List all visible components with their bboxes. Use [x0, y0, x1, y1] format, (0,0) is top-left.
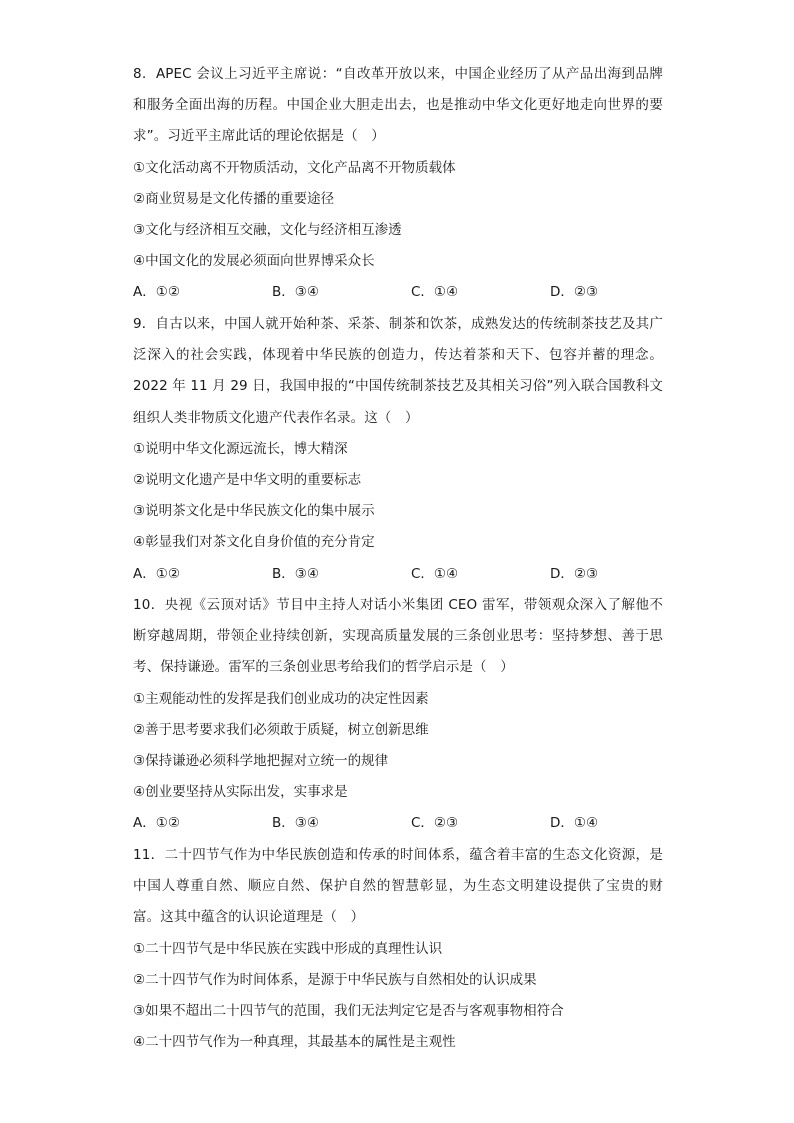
option-1: ①说明中华文化源远流长，博大精深	[133, 440, 348, 457]
option-3: ③文化与经济相互交融，文化与经济相互渗透	[133, 222, 402, 239]
choice-b: B．③④	[272, 815, 319, 832]
answer-choices	[133, 808, 663, 839]
choice-a: A．①②	[133, 815, 180, 832]
choice-a: A．①②	[133, 284, 180, 301]
choice-a: A．①②	[133, 565, 180, 582]
question-8	[133, 59, 663, 309]
question-stem: 8．APEC 会议上习近平主席说：“自改革开放以来，中国企业经历了从产品出海到品牌和服务全面出海的历程。中国企业大胆走出去，也是推动中华文化更好地走向世界的要求”。习近平主席此话的理论依据是（ ）	[133, 66, 663, 145]
option-2: ②商业贸易是文化传播的重要途径	[133, 190, 335, 207]
question-stem: 9．自古以来，中国人就开始种茶、采茶、制茶和饮茶，成熟发达的传统制茶技艺及其广泛深入的社会实践，体现着中华民族的创造力，传达着茶和天下、包容并蓄的理念。2022 年 11 月 29 日，我国申报的“中国传统制茶技艺及其相关习俗”列入联合国教科文组织人类非物质文化遗产代表作名录。这（ ）	[133, 316, 663, 426]
option-2: ②善于思考要求我们必须敢于质疑，树立创新思维	[133, 721, 429, 738]
option-4: ④二十四节气作为一种真理，其最基本的属性是主观性	[133, 1034, 456, 1051]
question-11	[133, 840, 663, 1058]
option-3: ③说明茶文化是中华民族文化的集中展示	[133, 503, 375, 520]
question-stem: 11．二十四节气作为中华民族创造和传承的时间体系，蕴含着丰富的生态文化资源，是中国人尊重自然、顺应自然、保护自然的智慧彰显，为生态文明建设提供了宝贵的财富。这其中蕴含的认识论道理是（ ）	[133, 847, 663, 926]
option-2: ②说明文化遗产是中华文明的重要标志	[133, 472, 362, 489]
answer-choices	[133, 559, 663, 590]
option-4: ④彰显我们对茶文化自身价值的充分肯定	[133, 534, 375, 551]
question-10	[133, 590, 663, 840]
choice-d: D．②③	[550, 565, 599, 582]
choice-c: C．①④	[411, 565, 459, 582]
question-stem: 10．央视《云顶对话》节目中主持人对话小米集团 CEO 雷军，带领观众深入了解他不断穿越周期，带领企业持续创新，实现高质量发展的三条创业思考：坚持梦想、善于思考、保持谦逊。雷军的三条创业思考给我们的哲学启示是（ ）	[133, 597, 663, 676]
option-2: ②二十四节气作为时间体系，是源于中华民族与自然相处的认识成果	[133, 971, 537, 988]
question-9	[133, 309, 663, 590]
option-1: ①主观能动性的发挥是我们创业成功的决定性因素	[133, 690, 429, 707]
option-4: ④中国文化的发展必须面向世界博采众长	[133, 253, 375, 270]
option-1: ①文化活动离不开物质活动，文化产品离不开物质载体	[133, 159, 456, 176]
option-3: ③如果不超出二十四节气的范围，我们无法判定它是否与客观事物相符合	[133, 1003, 564, 1020]
choice-b: B．③④	[272, 565, 319, 582]
option-3: ③保持谦逊必须科学地把握对立统一的规律	[133, 753, 389, 770]
choice-d: D．①④	[550, 815, 599, 832]
choice-b: B．③④	[272, 284, 319, 301]
choice-c: C．②③	[411, 815, 459, 832]
answer-choices	[133, 277, 663, 308]
option-4: ④创业要坚持从实际出发，实事求是	[133, 784, 348, 801]
option-1: ①二十四节气是中华民族在实践中形成的真理性认识	[133, 940, 443, 957]
choice-d: D．②③	[550, 284, 599, 301]
choice-c: C．①④	[411, 284, 459, 301]
